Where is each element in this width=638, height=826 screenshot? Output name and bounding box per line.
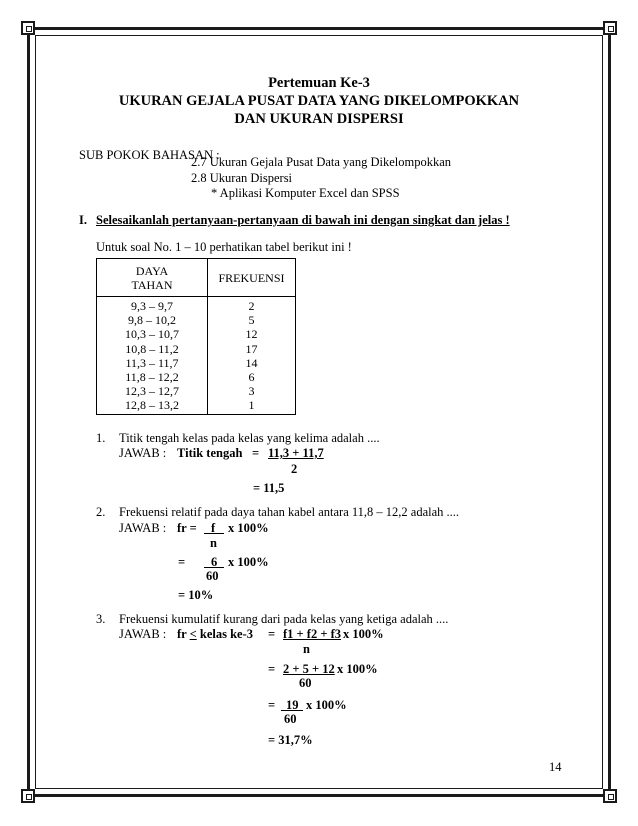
q3-multiplier-3: x 100% xyxy=(306,698,347,712)
cell-daya-tahan: 10,8 – 11,2 xyxy=(97,342,208,356)
table-row xyxy=(97,370,296,384)
table-row xyxy=(97,342,296,356)
page-number: 14 xyxy=(549,760,562,774)
q1-jawab: JAWAB : xyxy=(119,446,167,460)
sub-pokok-item-2: 2.8 Ukuran Dispersi xyxy=(191,171,293,185)
section-number: I. xyxy=(79,213,87,227)
q2-multiplier-1: x 100% xyxy=(228,521,269,535)
title-line-2: UKURAN GEJALA PUSAT DATA YANG DIKELOMPOKKAN xyxy=(118,93,520,109)
cell-frekuensi: 17 xyxy=(208,342,296,356)
table-row xyxy=(97,313,296,327)
cell-frekuensi: 6 xyxy=(208,370,296,384)
q3-denominator-3: 60 xyxy=(284,712,297,726)
q3-numerator-2: 2 + 5 + 12 xyxy=(283,662,335,676)
cell-frekuensi: 3 xyxy=(208,384,296,398)
q3-label-fr: fr xyxy=(177,627,190,641)
cell-frekuensi: 2 xyxy=(208,297,296,314)
q3-multiplier-2: x 100% xyxy=(337,662,378,676)
table-row xyxy=(97,327,296,341)
sub-pokok-item-3: * Aplikasi Komputer Excel dan SPSS xyxy=(211,186,400,200)
sub-pokok-label: SUB POKOK BAHASAN : xyxy=(79,148,220,162)
cell-frekuensi: 1 xyxy=(208,398,296,414)
header-daya-tahan xyxy=(97,259,208,297)
q3-jawab: JAWAB : xyxy=(119,627,167,641)
q3-multiplier-1: x 100% xyxy=(343,627,384,641)
table-row xyxy=(97,356,296,370)
section-heading: Selesaikanlah pertanyaan-pertanyaan di bawah ini dengan singkat dan jelas ! xyxy=(96,213,510,227)
q3-number: 3. xyxy=(96,612,106,626)
q1-number: 1. xyxy=(96,431,106,445)
q3-label-kelas: kelas ke-3 xyxy=(196,627,253,641)
header-frekuensi: FREKUENSI xyxy=(208,259,296,297)
title-line-3: DAN UKURAN DISPERSI xyxy=(234,111,404,127)
q3-numerator-1: f1 + f2 + f3 xyxy=(283,627,341,641)
sub-pokok-item-1: 2.7 Ukuran Gejala Pusat Data yang Dikelompokkan xyxy=(191,155,452,169)
q2-numerator-1: f xyxy=(211,521,216,535)
table-row xyxy=(97,297,296,314)
cell-frekuensi: 12 xyxy=(208,327,296,341)
corner-ornament-bottom-left xyxy=(21,789,35,803)
table-header-row xyxy=(97,259,296,297)
q2-jawab: JAWAB : xyxy=(119,521,167,535)
table-row xyxy=(97,384,296,398)
q3-result: = 31,7% xyxy=(268,733,313,747)
q3-denominator-2: 60 xyxy=(299,676,312,690)
cell-frekuensi: 14 xyxy=(208,356,296,370)
cell-daya-tahan: 9,8 – 10,2 xyxy=(97,313,208,327)
q2-numerator-2: 6 xyxy=(211,555,218,569)
cell-daya-tahan: 9,3 – 9,7 xyxy=(97,297,208,314)
q1-question: Titik tengah kelas pada kelas yang kelima adalah .... xyxy=(119,431,380,445)
table-row xyxy=(97,398,296,414)
q3-equals: = xyxy=(268,627,276,641)
q2-label: fr = xyxy=(177,521,197,535)
header-daya: DAYA xyxy=(135,263,169,278)
q1-label: Titik tengah xyxy=(177,446,243,460)
q3-numerator-3: 19 xyxy=(286,698,299,712)
q1-numerator: 11,3 + 11,7 xyxy=(268,446,324,460)
cell-daya-tahan: 12,3 – 12,7 xyxy=(97,384,208,398)
cell-daya-tahan: 10,3 – 10,7 xyxy=(97,327,208,341)
cell-frekuensi: 5 xyxy=(208,313,296,327)
q3-question: Frekuensi kumulatif kurang dari pada kelas yang ketiga adalah .... xyxy=(119,612,449,626)
cell-daya-tahan: 11,8 – 12,2 xyxy=(97,370,208,384)
q3-label-lte: < xyxy=(189,627,197,641)
title-line-1: Pertemuan Ke-3 xyxy=(268,75,370,91)
q3-denominator-1: n xyxy=(303,642,310,656)
frequency-table xyxy=(96,258,296,415)
q3-equals-2: = xyxy=(268,662,276,676)
corner-ornament-top-right xyxy=(603,21,617,35)
table-intro: Untuk soal No. 1 – 10 perhatikan tabel berikut ini ! xyxy=(96,240,352,254)
q1-equals: = xyxy=(252,446,260,460)
corner-ornament-top-left xyxy=(21,21,35,35)
q2-number: 2. xyxy=(96,505,106,519)
q2-multiplier-2: x 100% xyxy=(228,555,269,569)
q2-result: = 10% xyxy=(178,588,214,602)
cell-daya-tahan: 12,8 – 13,2 xyxy=(97,398,208,414)
q3-equals-3: = xyxy=(268,698,276,712)
q3-label xyxy=(177,627,253,641)
q2-denominator-1: n xyxy=(210,536,217,550)
cell-daya-tahan: 11,3 – 11,7 xyxy=(97,356,208,370)
q2-denominator-2: 60 xyxy=(206,569,219,583)
q1-result: = 11,5 xyxy=(253,481,285,495)
q2-equals-2: = xyxy=(178,555,186,569)
corner-ornament-bottom-right xyxy=(603,789,617,803)
q1-denominator: 2 xyxy=(291,462,298,476)
header-tahan: TAHAN xyxy=(131,277,173,292)
q2-question: Frekuensi relatif pada daya tahan kabel antara 11,8 – 12,2 adalah .... xyxy=(119,505,460,519)
